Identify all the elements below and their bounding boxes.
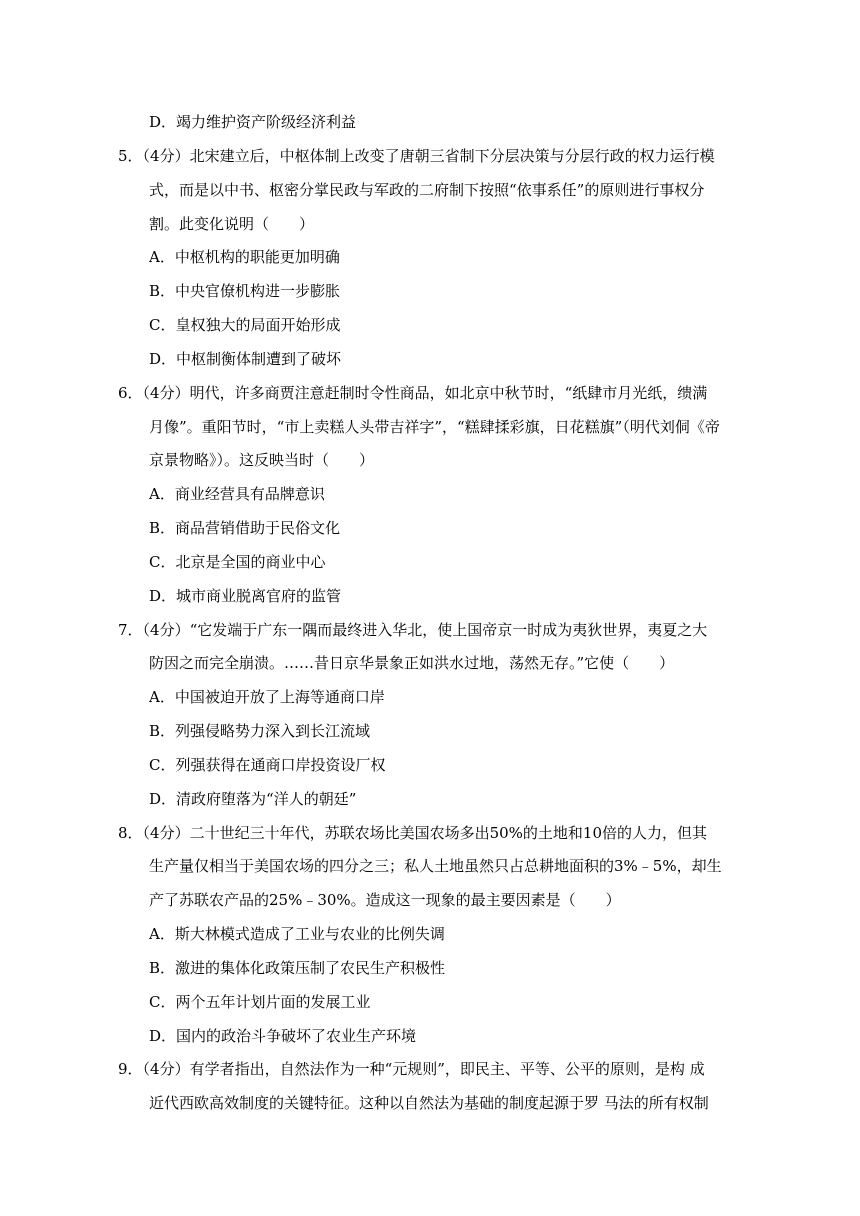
q7-stem-line-2: 防因之而完全崩溃。……昔日京华景象正如洪水过地，荡然无存。”它使（ ） (149, 654, 675, 672)
q8-stem-line-1: 8．（4分）二十世纪三十年代，苏联农场比美国农场多出50%的土地和10倍的人力，但其 (118, 824, 708, 842)
q8-stem-line-3: 产了苏联农产品的25%﹣30%。造成这一现象的最主要因素是（ ） (149, 891, 621, 909)
q6-option-c: C．北京是全国的商业中心 (149, 553, 326, 571)
q6-stem-line-3: 京景物略》）。这反映当时（ ） (149, 451, 375, 469)
q8-option-b: B．激进的集体化政策压制了农民生产积极性 (149, 959, 446, 977)
q5-option-b: B．中央官僚机构进一步膨胀 (149, 282, 341, 300)
q6-stem-line-1: 6．（4分）明代，许多商贾注意赶制时令性商品，如北京中秋节时，“纸肆市月光纸，缋满 (118, 384, 708, 402)
q8-stem-line-2: 生产量仅相当于美国农场的四分之三；私人土地虽然只占总耕地面积的3%﹣5%，却生 (149, 857, 722, 875)
q4-option-d: D．竭力维护资产阶级经济利益 (149, 113, 357, 131)
q6-stem-line-2: 月像”。重阳节时，“市上卖糕人头带吉祥字”，“糕肆揉彩旗，日花糕旗”（明代刘侗《帝 (149, 418, 720, 436)
q7-stem-line-1: 7．（4分）“它发端于广东一隅而最终进入华北，使上国帝京一时成为夷狄世界，夷夏之大 (118, 621, 708, 639)
q5-stem-line-2: 式，而是以中书、枢密分掌民政与军政的二府制下按照“依事系任”的原则进行事权分 (149, 181, 705, 199)
q7-option-b: B．列强侵略势力深入到长江流域 (149, 722, 371, 740)
q5-option-d: D．中枢制衡体制遭到了破坏 (149, 350, 342, 368)
q9-stem-line-2: 近代西欧高效制度的关键特征。这种以自然法为基础的制度起源于罗 马法的所有权制 (149, 1094, 709, 1112)
q7-option-d: D．清政府堕落为“洋人的朝廷” (149, 790, 357, 808)
q6-option-d: D．城市商业脱离官府的监管 (149, 587, 342, 605)
q5-stem-line-3: 割。此变化说明（ ） (149, 215, 315, 233)
q6-option-a: A．商业经营具有品牌意识 (149, 485, 325, 503)
q5-stem-line-1: 5．（4分）北宋建立后，中枢体制上改变了唐朝三省制下分层决策与分层行政的权力运行模 (118, 147, 715, 165)
q6-option-b: B．商品营销借助于民俗文化 (149, 519, 341, 537)
q8-option-c: C．两个五年计划片面的发展工业 (149, 993, 371, 1011)
q5-option-c: C．皇权独大的局面开始形成 (149, 316, 341, 334)
q7-option-a: A．中国被迫开放了上海等通商口岸 (149, 688, 385, 706)
q7-option-c: C．列强获得在通商口岸投资设厂权 (149, 756, 386, 774)
q8-option-d: D．国内的政治斗争破坏了农业生产环境 (149, 1027, 417, 1045)
q5-option-a: A．中枢机构的职能更加明确 (149, 248, 340, 266)
q8-option-a: A．斯大林模式造成了工业与农业的比例失调 (149, 925, 445, 943)
q9-stem-line-1: 9．（4分）有学者指出，自然法作为一种“元规则”，即民主、平等、公平的原则，是构 成 (118, 1060, 705, 1078)
